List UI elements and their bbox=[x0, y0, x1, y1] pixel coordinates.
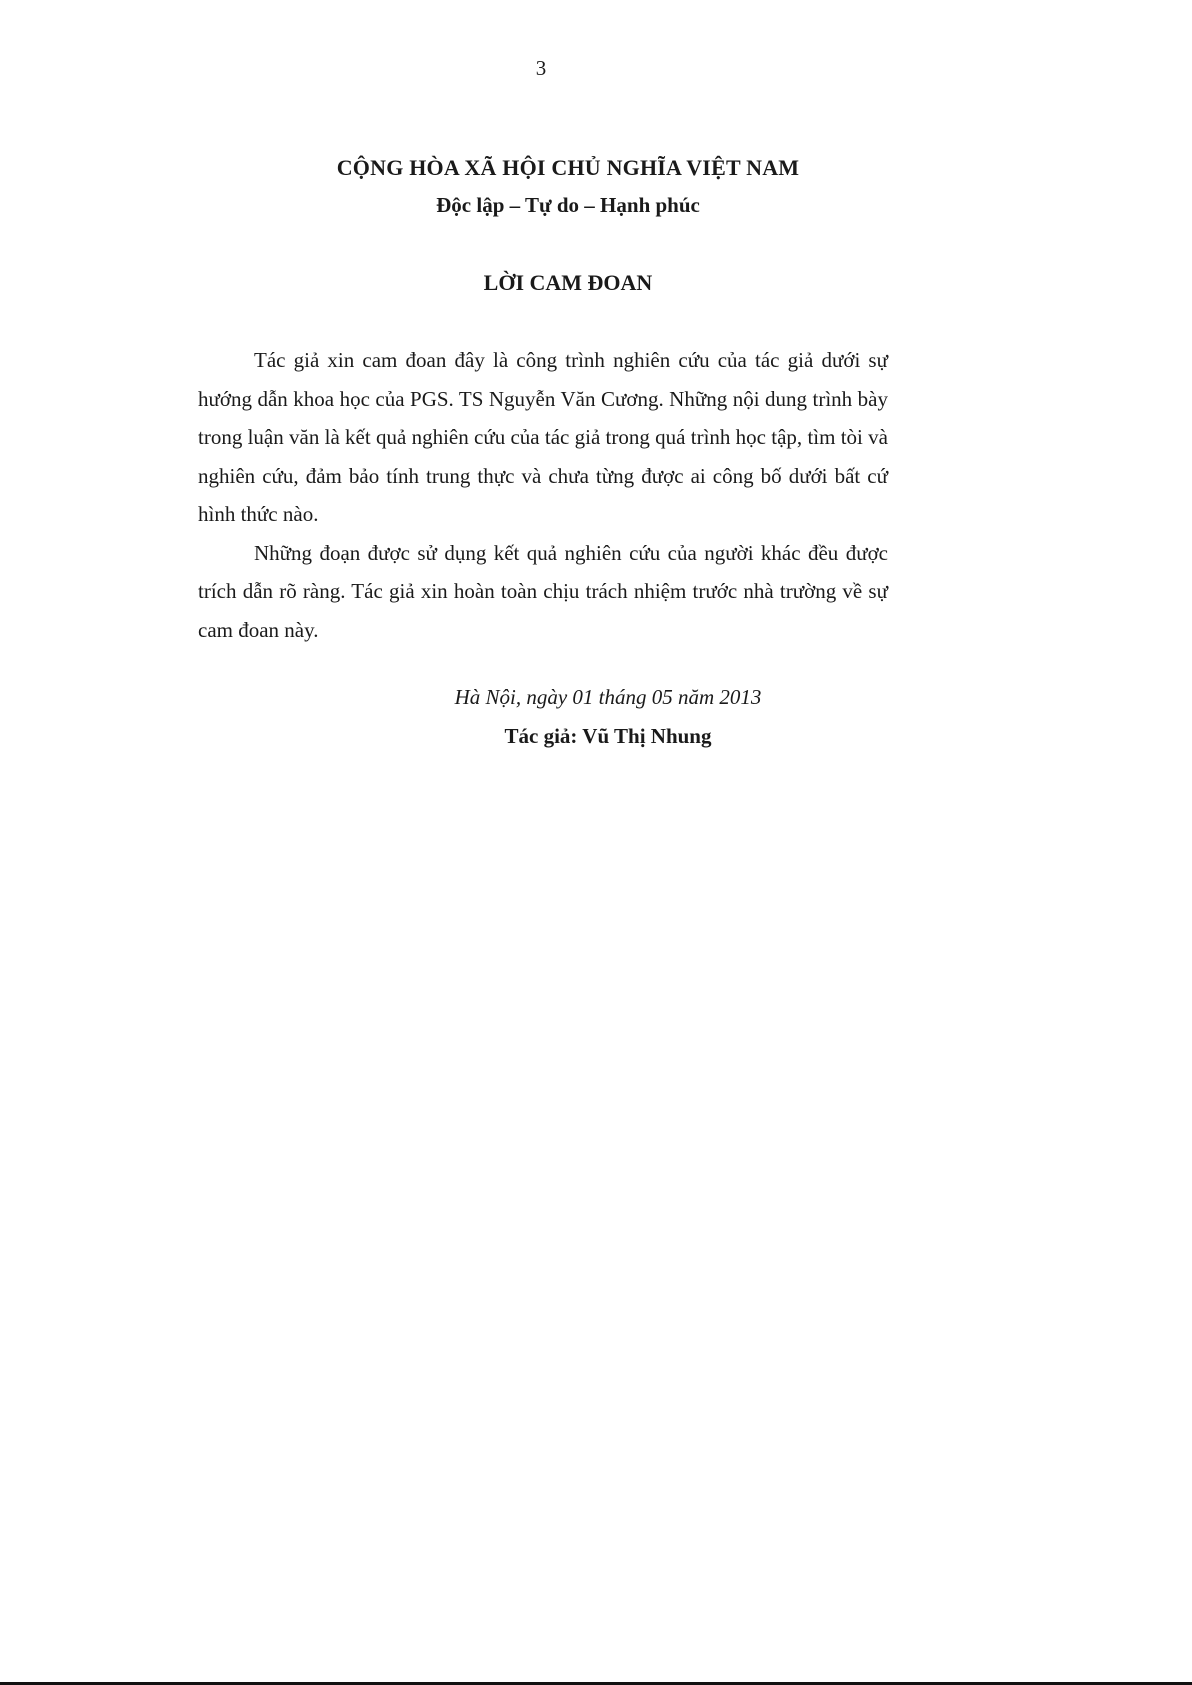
signature-author: Tác giả: Vũ Thị Nhung bbox=[504, 724, 712, 748]
declaration-paragraph-2: Những đoạn được sử dụng kết quả nghiên cứu của người khác đều được trích dẫn rõ ràng. Tác giả xin hoàn toàn chịu trách nhiệm trước nhà trường về sự cam đoan này. bbox=[198, 540, 888, 642]
signature-date: Hà Nội, ngày 01 tháng 05 năm 2013 bbox=[454, 685, 762, 709]
document-title: LỜI CAM ĐOAN bbox=[483, 270, 653, 295]
page-number: 3 bbox=[535, 56, 547, 80]
declaration-body bbox=[198, 341, 888, 649]
nation-heading: CỘNG HÒA XÃ HỘI CHỦ NGHĨA VIỆT NAM bbox=[336, 155, 800, 180]
motto-heading: Độc lập – Tự do – Hạnh phúc bbox=[436, 193, 700, 217]
declaration-paragraph-1: Tác giả xin cam đoan đây là công trình nghiên cứu của tác giả dưới sự hướng dẫn khoa học của PGS. TS Nguyễn Văn Cương. Những nội dung trình bày trong luận văn là kết quả nghiên cứu của tác giả trong quá trình học tập, tìm tòi và nghiên cứu, đảm bảo tính trung thực và chưa từng được ai công bố dưới bất cứ hình thức nào. bbox=[198, 348, 888, 526]
